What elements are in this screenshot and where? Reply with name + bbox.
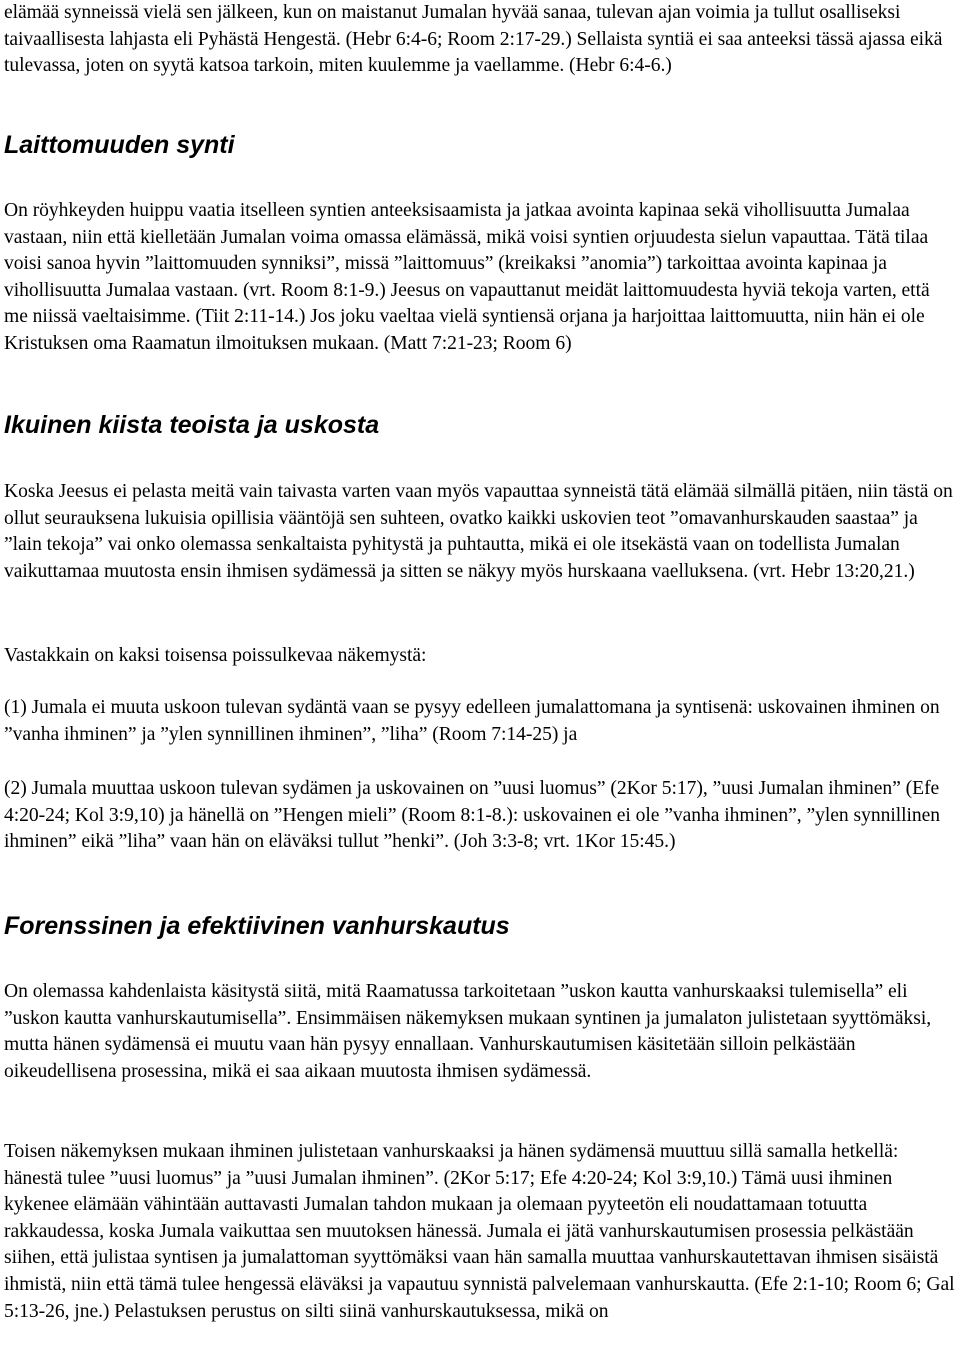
paragraph-forenssinen-2: Toisen näkemyksen mukaan ihminen julistetaan vanhurskaaksi ja hänen sydämensä muuttuu sillä samalla hetkellä: hänestä tulee ”uusi luomus” ja ”uusi Jumalan ihminen”. (2Kor 5:17; Efe 4:20-24; Kol 3:9,10.) Tämä uusi ihminen kykenee elämään vähintään auttavasti Jumalan tahdon mukaan ja olemaan pyyteetön eli noudattamaan totuutta rakkaudessa, koska Jumala vaikuttaa sen muutoksen hänessä. Jumala ei jätä vanhurskautumisen prosessia pelkästään siihen, että julistaa syntisen ja jumalattoman syyttömäksi vaan hän samalla muuttaa vanhurskautettavan ihmisen sisäistä ihmistä, niin että tämä tulee hengessä eläväksi ja vapautuu synnistä palvelemaan vanhurskautta. (Efe 2:1-10; Room 6; Gal 5:13-26, jne.) Pelastuksen perustus on silti siinä vanhurskautuksessa, mikä on bbox=[4, 1141, 955, 1322]
section-heading-ikuinen-kiista: Ikuinen kiista teoista ja uskosta bbox=[4, 411, 380, 439]
paragraph-nakemys-2: (2) Jumala muuttaa uskoon tulevan sydämen ja uskovainen on ”uusi luomus” (2Kor 5:17), ”uusi Jumalan ihminen” (Efe 4:20-24; Kol 3:9,10) ja hänellä on ”Hengen mieli” (Room 8:1-8.): uskovainen ei ole ”vanha ihminen”, ”ylen synnillinen ihminen” eikä ”liha” vaan hän on eläväksi tullut ”henki”. (Joh 3:3-8; vrt. 1Kor 15:45.) bbox=[4, 778, 941, 853]
paragraph-forenssinen-1: On olemassa kahdenlaista käsitystä siitä, mitä Raamatussa tarkoitetaan ”uskon kautta vanhurskaaksi tulemisella” eli ”uskon kautta vanhurskautumisella”. Ensimmäisen näkemyksen mukaan syntinen ja jumalaton julistetaan syyttömäksi, mutta hänen sydämensä ei muutu vaan hän pysyy ennallaan. Vanhurskautumisen käsitetään silloin pelkästään oikeudellisena prosessina, mikä ei saa aikaan muutosta ihmisen sydämessä. bbox=[4, 981, 932, 1082]
paragraph-ikuinen-kiista: Koska Jeesus ei pelasta meitä vain taivasta varten vaan myös vapauttaa synneistä tätä elämää silmällä pitäen, niin tästä on ollut seurauksena lukuisia opillisia vääntöjä sen suhteen, ovatko kaikki uskovien teot ”omavanhurskauden saastaa” ja ”lain tekoja” vai onko olemassa senkaltaista pyhitystä ja puhtautta, mikä ei ole itsekästä vaan on todellista Jumalan vaikuttamaa muutosta ensin ihmisen sydämessä ja sitten se näkyy myös hurskaana vaelluksena. (vrt. Hebr 13:20,21.) bbox=[4, 481, 953, 582]
paragraph-vastakkain: Vastakkain on kaksi toisensa poissulkevaa näkemystä: bbox=[4, 645, 427, 666]
section-heading-laittomuuden-synti: Laittomuuden synti bbox=[4, 131, 235, 159]
paragraph-nakemys-1: (1) Jumala ei muuta uskoon tulevan sydäntä vaan se pysyy edelleen jumalattomana ja syntisenä: uskovainen ihminen on ”vanha ihminen” ja ”ylen synnillinen ihminen”, ”liha” (Room 7:14-25) ja bbox=[4, 697, 940, 745]
section-heading-forenssinen-vanhurskautus: Forenssinen ja efektiivinen vanhurskautus bbox=[4, 912, 510, 940]
intro-paragraph: elämää synneissä vielä sen jälkeen, kun on maistanut Jumalan hyvää sanaa, tulevan ajan voimia ja tullut osalliseksi taivaallisesta lahjasta eli Pyhästä Hengestä. (Hebr 6:4-6; Room 2:17-29.) Sellaista syntiä ei saa anteeksi tässä ajassa eikä tulevassa, joten on syytä katsoa tarkoin, miten kuulemme ja vaellamme. (Hebr 6:4-6.) bbox=[4, 2, 943, 77]
paragraph-laittomuuden-synti: On röyhkeyden huippu vaatia itselleen syntien anteeksisaamista ja jatkaa avointa kapinaa sekä vihollisuutta Jumalaa vastaan, niin että kielletään Jumalan voima omassa elämässä, mikä voisi syntien orjuudesta sielun vapauttaa. Tätä tilaa voisi sanoa hyvin ”laittomuuden synniksi”, missä ”laittomuus” (kreikaksi ”anomia”) tarkoittaa avointa kapinaa ja vihollisuutta Jumalaa vastaan. (vrt. Room 8:1-9.) Jeesus on vapauttanut meidät laittomuudesta hyviä tekoja varten, että me niissä vaeltaisimme. (Tiit 2:11-14.) Jos joku vaeltaa vielä syntiensä orjana ja harjoittaa laittomuutta, niin hän ei ole Kristuksen oma Raamatun ilmoituksen mukaan. (Matt 7:21-23; Room 6) bbox=[4, 200, 930, 354]
